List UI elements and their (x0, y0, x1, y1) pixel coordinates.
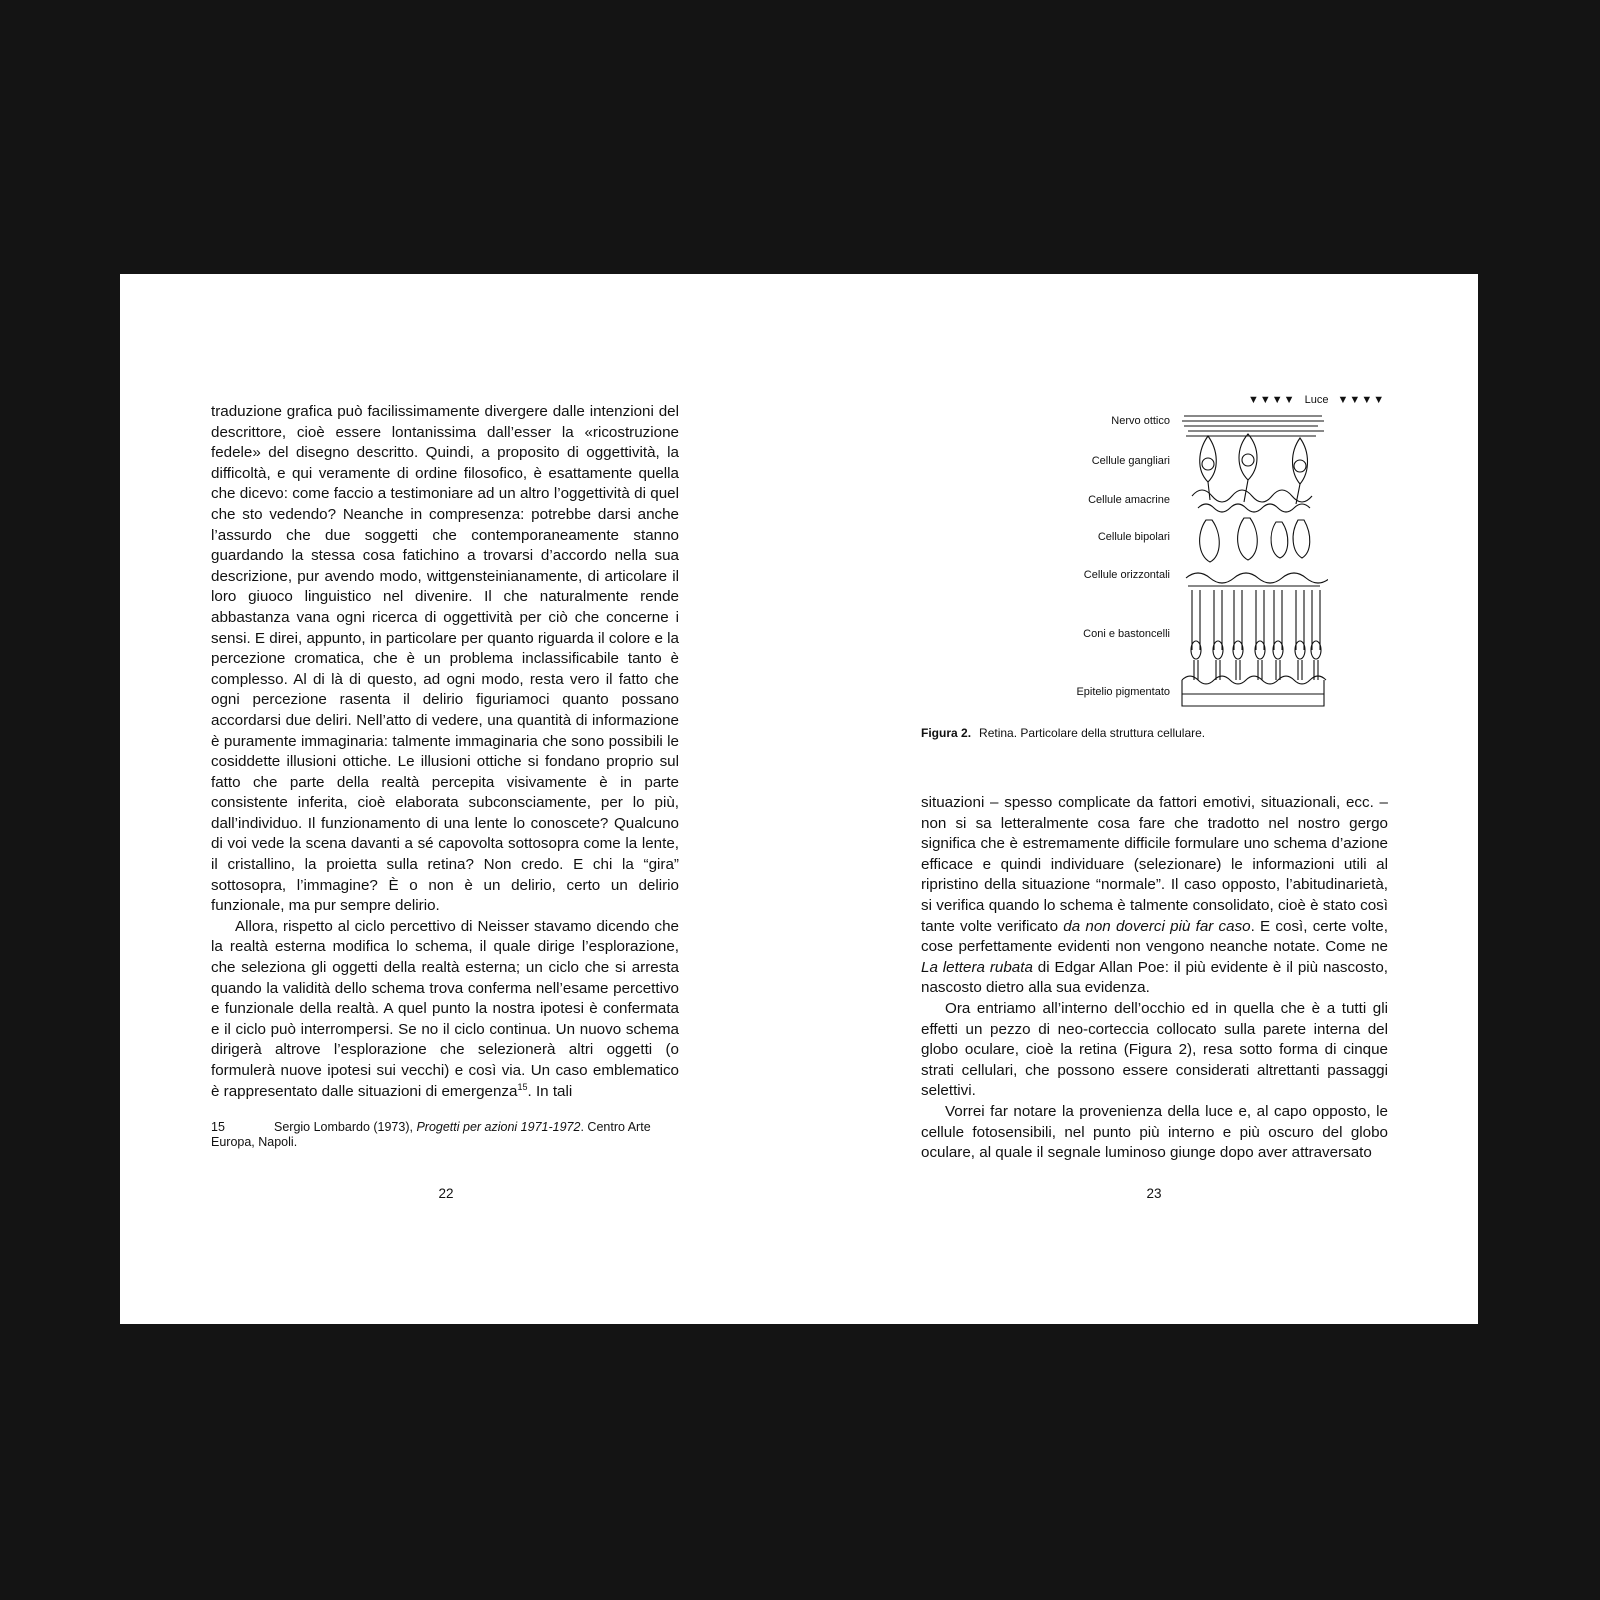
footnote-title: Progetti per azioni 1971-1972 (416, 1120, 581, 1134)
label-nervo-ottico: Nervo ottico (1111, 415, 1170, 427)
book-spread (120, 274, 1478, 1324)
book-title: La lettera rubata (921, 958, 1033, 976)
caption-label-text: Figura 2 (921, 726, 968, 740)
label-cellule-amacrine: Cellule amacrine (1088, 494, 1170, 506)
retina-figure (998, 392, 1398, 712)
paragraph-text: . E così, certe volte, cose perfettamente evidenti non vengono neanche notate. Come ne (921, 917, 1388, 956)
footnote-number: 15 (211, 1120, 225, 1134)
label-epitelio-pigmentato: Epitelio pigmentato (1076, 686, 1170, 698)
paragraph-text: di Edgar Allan Poe: il più evidente è il più nascosto, nascosto dietro alla sua evidenza. (921, 958, 1388, 997)
arrows-left: ▼▼▼▼ (1248, 394, 1296, 406)
paragraph-text: Allora, rispetto al ciclo percettivo di Neisser stavamo dicendo che la realtà esterna modifica lo schema, il quale dirige l’esplorazione, che seleziona gli oggetti della realtà esterna; un ciclo che si arresta quando la validità dello schema trova conferma nell’esame percettivo e funzionale della realtà. A quel punto la nostra ipotesi è confermata e il ciclo può interrompersi. Se no il ciclo continua. Un nuovo schema dirigerà altrove l’esplorazione che selezionerà altri oggetti (o formulerà nuove ipotesi sui vecchi) e così via. Un caso emblematico è rappresentato dalle situazioni di emergenza (211, 917, 679, 1100)
paragraph: Vorrei far notare la provenienza della luce e, al capo opposto, le cellule fotosensibili, nel punto più interno e più oscuro del globo oculare, al quale il segnale luminoso giunge dopo aver attraversato (921, 1102, 1388, 1162)
caption-label (921, 726, 971, 740)
light-label: Luce (1304, 394, 1329, 406)
label-cellule-bipolari: Cellule bipolari (1097, 531, 1170, 543)
retina-drawing (1178, 410, 1328, 710)
paragraph-text: situazioni – spesso complicate da fattori emotivi, situazionali, ecc. – non si sa letteralmente cosa fare che tradotto nel nostro gergo significa che è estremamente difficile formulare uno schema d’azione efficace e quindi individuare (selezionare) le informazioni utili al ripristino della situazione “normale”. Il caso opposto, l’abitudinarietà, si verifica quando lo schema è talmente consolidato, cioè è stato così tante volte verificato (921, 794, 1388, 935)
paragraph (921, 793, 1388, 999)
caption-label-sep: . (967, 726, 972, 740)
page-number: 23 (1146, 1186, 1162, 1201)
label-cellule-orizzontali: Cellule orizzontali (1083, 569, 1170, 581)
italic-phrase: da non doverci più far caso (1063, 917, 1251, 935)
figure-caption (921, 726, 1205, 740)
footnote (211, 1120, 679, 1150)
light-header (1248, 394, 1385, 406)
caption-text: Retina. Particolare della struttura cellulare. (979, 726, 1206, 740)
footnote-ref: 15 (517, 1081, 528, 1092)
label-cellule-gangliari: Cellule gangliari (1091, 455, 1170, 467)
arrows-right: ▼▼▼▼ (1337, 394, 1386, 406)
page-number: 22 (438, 1186, 454, 1201)
footnote-text: Sergio Lombardo (1973), (274, 1120, 417, 1134)
label-coni-bastoncelli: Coni e bastoncelli (1083, 628, 1170, 640)
paragraph: traduzione grafica può facilissimamente divergere dalle intenzioni del descrittore, cioè essere lontanissima dall’esser la «ricostruzione fedele» del disegno descritto. Quindi, a proposito di oggettività, la difficoltà, e qui veramente di ordine filosofico, è esattamente quella che dicevo: come faccio a testimoniare ad un altro l’oggettività di quel che sto vedendo? Neanche in compresenza: potrebbe darsi anche l’assurdo che due soggetti che contemporaneamente stanno guardando la stessa cosa fatichino a trovarsi d’accordo nella sua descrizione, pur avendo modo, wittgensteinianamente, di articolare il loro giuoco linguistico nel divenire. Il che naturalmente rende abbastanza vana ogni ricerca di oggettività per ciò che concerne i sensi. E direi, appunto, in particolare per quanto riguarda il colore e la percezione cromatica, che è un problema inclassificabile tanto è complesso. Al di là di questo, ad ogni modo, resta vero il fatto che ogni percezione rasenta il delirio figuriamoci quanto possano accordarsi due deliri. Nell’atto di vedere, una quantità di informazione è puramente immaginaria: talmente immaginaria che sono possibili le cosiddette illusioni ottiche. Le illusioni ottiche si fondano proprio sul fatto che parte della realtà percepita visivamente è in parte consistente inferita, cioè elaborata subconsciamente, per lo più, dall’individuo. Il funzionamento di una lente lo conoscete? Qualcuno di voi vede la scena davanti a sé capovolta sottosopra come la lente, il cristallino, la proietta sulla retina? Non credo. E chi la “gira” sottosopra, l’immagine? È o non è un delirio, certo un delirio funzionale, ma pur sempre delirio. (211, 403, 679, 915)
paragraph-tail: . In tali (527, 1082, 573, 1100)
right-page-text (921, 793, 1388, 1164)
paragraph: Ora entriamo all’interno dell’occhio ed in quella che è a tutti gli effetti un pezzo di neo-corteccia collocato sulla parete interna del globo oculare, cioè la retina (Figura 2), resa sotto forma di cinque strati cellulari, che possono essere considerati altrettanti passaggi selettivi. (921, 999, 1388, 1100)
left-page-text (211, 402, 679, 1102)
footnote-text-end: . Centro Arte Europa, Napoli. (211, 1120, 651, 1149)
paragraph (211, 917, 679, 1102)
